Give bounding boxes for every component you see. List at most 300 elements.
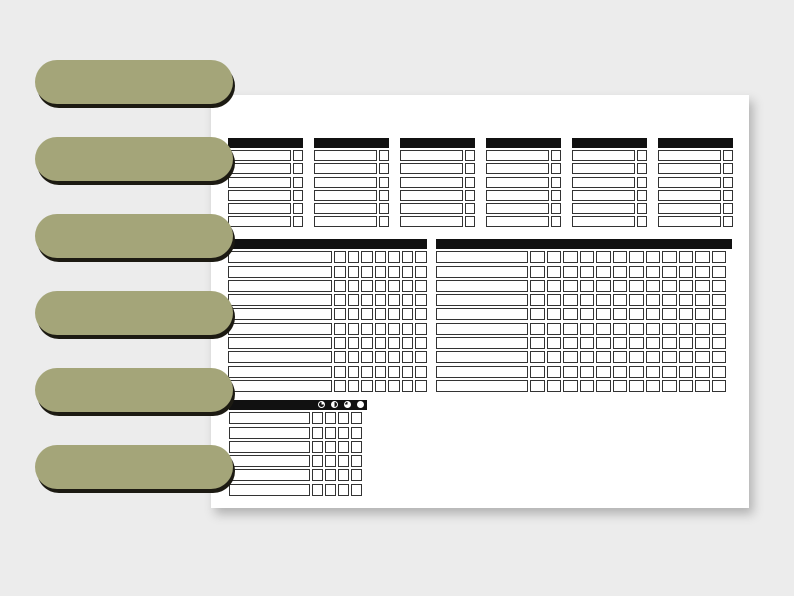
task-field[interactable] bbox=[436, 337, 528, 349]
pill-4[interactable] bbox=[35, 368, 233, 414]
task-field[interactable] bbox=[229, 427, 310, 439]
check-box[interactable] bbox=[695, 351, 710, 363]
task-field[interactable] bbox=[658, 150, 721, 161]
task-checkbox[interactable] bbox=[637, 150, 647, 161]
check-box[interactable] bbox=[580, 308, 595, 320]
check-box[interactable] bbox=[402, 351, 414, 363]
check-box[interactable] bbox=[388, 266, 400, 278]
task-checkbox[interactable] bbox=[293, 163, 303, 174]
check-box[interactable] bbox=[613, 380, 628, 392]
task-field[interactable] bbox=[314, 177, 377, 188]
task-field[interactable] bbox=[436, 308, 528, 320]
check-box[interactable] bbox=[613, 251, 628, 263]
check-box[interactable] bbox=[530, 337, 545, 349]
task-checkbox[interactable] bbox=[379, 177, 389, 188]
check-box[interactable] bbox=[361, 323, 373, 335]
task-field[interactable] bbox=[400, 163, 463, 174]
check-box[interactable] bbox=[334, 351, 346, 363]
task-field[interactable] bbox=[400, 203, 463, 214]
check-box[interactable] bbox=[547, 380, 562, 392]
pill-label[interactable] bbox=[35, 368, 233, 412]
check-box[interactable] bbox=[613, 294, 628, 306]
check-box[interactable] bbox=[563, 380, 578, 392]
task-field[interactable] bbox=[572, 150, 635, 161]
task-checkbox[interactable] bbox=[637, 163, 647, 174]
check-box[interactable] bbox=[563, 280, 578, 292]
task-checkbox[interactable] bbox=[293, 190, 303, 201]
task-checkbox[interactable] bbox=[465, 216, 475, 227]
check-box[interactable] bbox=[695, 323, 710, 335]
check-box[interactable] bbox=[596, 280, 611, 292]
task-checkbox[interactable] bbox=[723, 216, 733, 227]
task-checkbox[interactable] bbox=[723, 177, 733, 188]
check-box[interactable] bbox=[662, 366, 677, 378]
check-box[interactable] bbox=[662, 380, 677, 392]
check-box[interactable] bbox=[388, 280, 400, 292]
check-box[interactable] bbox=[415, 351, 427, 363]
check-box[interactable] bbox=[348, 337, 360, 349]
check-box[interactable] bbox=[547, 266, 562, 278]
check-box[interactable] bbox=[646, 351, 661, 363]
check-box[interactable] bbox=[662, 308, 677, 320]
task-field[interactable] bbox=[486, 216, 549, 227]
task-field[interactable] bbox=[400, 190, 463, 201]
task-checkbox[interactable] bbox=[551, 190, 561, 201]
check-box[interactable] bbox=[662, 294, 677, 306]
task-field[interactable] bbox=[486, 163, 549, 174]
check-box[interactable] bbox=[361, 351, 373, 363]
check-box[interactable] bbox=[695, 251, 710, 263]
check-box[interactable] bbox=[712, 380, 727, 392]
check-box[interactable] bbox=[325, 484, 336, 496]
task-checkbox[interactable] bbox=[637, 216, 647, 227]
task-field[interactable] bbox=[314, 163, 377, 174]
check-box[interactable] bbox=[530, 280, 545, 292]
check-box[interactable] bbox=[712, 251, 727, 263]
check-box[interactable] bbox=[348, 294, 360, 306]
check-box[interactable] bbox=[712, 308, 727, 320]
check-box[interactable] bbox=[351, 441, 362, 453]
check-box[interactable] bbox=[388, 351, 400, 363]
check-box[interactable] bbox=[596, 351, 611, 363]
check-box[interactable] bbox=[629, 308, 644, 320]
task-field[interactable] bbox=[228, 380, 332, 392]
check-box[interactable] bbox=[530, 366, 545, 378]
check-box[interactable] bbox=[338, 412, 349, 424]
task-field[interactable] bbox=[436, 280, 528, 292]
check-box[interactable] bbox=[695, 266, 710, 278]
check-box[interactable] bbox=[580, 251, 595, 263]
task-checkbox[interactable] bbox=[379, 203, 389, 214]
pill-0[interactable] bbox=[35, 60, 233, 106]
check-box[interactable] bbox=[646, 308, 661, 320]
check-box[interactable] bbox=[351, 455, 362, 467]
check-box[interactable] bbox=[348, 251, 360, 263]
task-field[interactable] bbox=[314, 203, 377, 214]
check-box[interactable] bbox=[375, 351, 387, 363]
check-box[interactable] bbox=[596, 366, 611, 378]
task-checkbox[interactable] bbox=[465, 177, 475, 188]
check-box[interactable] bbox=[629, 323, 644, 335]
task-field[interactable] bbox=[658, 203, 721, 214]
task-field[interactable] bbox=[229, 455, 310, 467]
check-box[interactable] bbox=[712, 366, 727, 378]
task-field[interactable] bbox=[572, 177, 635, 188]
check-box[interactable] bbox=[402, 308, 414, 320]
task-field[interactable] bbox=[658, 163, 721, 174]
check-box[interactable] bbox=[580, 280, 595, 292]
check-box[interactable] bbox=[679, 308, 694, 320]
check-box[interactable] bbox=[613, 280, 628, 292]
task-field[interactable] bbox=[658, 190, 721, 201]
check-box[interactable] bbox=[679, 280, 694, 292]
task-field[interactable] bbox=[229, 441, 310, 453]
task-checkbox[interactable] bbox=[551, 203, 561, 214]
task-checkbox[interactable] bbox=[379, 150, 389, 161]
check-box[interactable] bbox=[712, 351, 727, 363]
check-box[interactable] bbox=[712, 294, 727, 306]
check-box[interactable] bbox=[596, 337, 611, 349]
check-box[interactable] bbox=[312, 427, 323, 439]
check-box[interactable] bbox=[338, 441, 349, 453]
task-field[interactable] bbox=[228, 266, 332, 278]
check-box[interactable] bbox=[375, 323, 387, 335]
check-box[interactable] bbox=[348, 266, 360, 278]
task-field[interactable] bbox=[572, 203, 635, 214]
check-box[interactable] bbox=[596, 380, 611, 392]
task-field[interactable] bbox=[436, 351, 528, 363]
check-box[interactable] bbox=[695, 337, 710, 349]
task-field[interactable] bbox=[314, 190, 377, 201]
check-box[interactable] bbox=[646, 366, 661, 378]
check-box[interactable] bbox=[613, 366, 628, 378]
check-box[interactable] bbox=[402, 294, 414, 306]
check-box[interactable] bbox=[712, 280, 727, 292]
check-box[interactable] bbox=[646, 251, 661, 263]
task-field[interactable] bbox=[228, 323, 332, 335]
check-box[interactable] bbox=[402, 337, 414, 349]
check-box[interactable] bbox=[530, 294, 545, 306]
task-checkbox[interactable] bbox=[723, 190, 733, 201]
check-box[interactable] bbox=[662, 323, 677, 335]
task-field[interactable] bbox=[486, 177, 549, 188]
check-box[interactable] bbox=[646, 266, 661, 278]
check-box[interactable] bbox=[596, 308, 611, 320]
check-box[interactable] bbox=[375, 294, 387, 306]
task-field[interactable] bbox=[436, 251, 528, 263]
check-box[interactable] bbox=[679, 351, 694, 363]
pill-label[interactable] bbox=[35, 214, 233, 258]
check-box[interactable] bbox=[580, 351, 595, 363]
task-checkbox[interactable] bbox=[637, 190, 647, 201]
check-box[interactable] bbox=[361, 280, 373, 292]
check-box[interactable] bbox=[325, 441, 336, 453]
task-field[interactable] bbox=[314, 150, 377, 161]
check-box[interactable] bbox=[662, 266, 677, 278]
check-box[interactable] bbox=[629, 294, 644, 306]
task-field[interactable] bbox=[658, 216, 721, 227]
check-box[interactable] bbox=[530, 251, 545, 263]
pill-5[interactable] bbox=[35, 445, 233, 491]
check-box[interactable] bbox=[563, 266, 578, 278]
check-box[interactable] bbox=[695, 294, 710, 306]
task-field[interactable] bbox=[572, 216, 635, 227]
check-box[interactable] bbox=[629, 380, 644, 392]
check-box[interactable] bbox=[613, 266, 628, 278]
task-checkbox[interactable] bbox=[379, 190, 389, 201]
task-field[interactable] bbox=[400, 216, 463, 227]
check-box[interactable] bbox=[415, 266, 427, 278]
check-box[interactable] bbox=[388, 294, 400, 306]
task-checkbox[interactable] bbox=[723, 203, 733, 214]
check-box[interactable] bbox=[662, 337, 677, 349]
task-field[interactable] bbox=[436, 266, 528, 278]
check-box[interactable] bbox=[547, 366, 562, 378]
check-box[interactable] bbox=[338, 427, 349, 439]
check-box[interactable] bbox=[563, 294, 578, 306]
check-box[interactable] bbox=[662, 251, 677, 263]
check-box[interactable] bbox=[629, 337, 644, 349]
task-field[interactable] bbox=[228, 366, 332, 378]
check-box[interactable] bbox=[402, 280, 414, 292]
check-box[interactable] bbox=[338, 469, 349, 481]
check-box[interactable] bbox=[695, 280, 710, 292]
task-checkbox[interactable] bbox=[293, 150, 303, 161]
check-box[interactable] bbox=[679, 294, 694, 306]
check-box[interactable] bbox=[334, 337, 346, 349]
check-box[interactable] bbox=[325, 412, 336, 424]
check-box[interactable] bbox=[580, 337, 595, 349]
check-box[interactable] bbox=[646, 294, 661, 306]
task-field[interactable] bbox=[486, 150, 549, 161]
check-box[interactable] bbox=[361, 294, 373, 306]
task-checkbox[interactable] bbox=[551, 150, 561, 161]
check-box[interactable] bbox=[580, 266, 595, 278]
task-checkbox[interactable] bbox=[723, 150, 733, 161]
check-box[interactable] bbox=[629, 266, 644, 278]
pill-1[interactable] bbox=[35, 137, 233, 183]
task-field[interactable] bbox=[228, 203, 291, 214]
check-box[interactable] bbox=[662, 351, 677, 363]
task-checkbox[interactable] bbox=[637, 177, 647, 188]
check-box[interactable] bbox=[351, 484, 362, 496]
pill-label[interactable] bbox=[35, 445, 233, 489]
check-box[interactable] bbox=[613, 351, 628, 363]
task-checkbox[interactable] bbox=[379, 163, 389, 174]
task-field[interactable] bbox=[658, 177, 721, 188]
check-box[interactable] bbox=[695, 308, 710, 320]
check-box[interactable] bbox=[325, 455, 336, 467]
check-box[interactable] bbox=[580, 380, 595, 392]
task-checkbox[interactable] bbox=[551, 216, 561, 227]
check-box[interactable] bbox=[530, 308, 545, 320]
check-box[interactable] bbox=[415, 366, 427, 378]
check-box[interactable] bbox=[613, 308, 628, 320]
check-box[interactable] bbox=[415, 280, 427, 292]
task-field[interactable] bbox=[229, 469, 310, 481]
task-field[interactable] bbox=[486, 203, 549, 214]
check-box[interactable] bbox=[351, 469, 362, 481]
check-box[interactable] bbox=[629, 280, 644, 292]
check-box[interactable] bbox=[325, 469, 336, 481]
check-box[interactable] bbox=[580, 294, 595, 306]
pill-label[interactable] bbox=[35, 291, 233, 335]
task-field[interactable] bbox=[228, 177, 291, 188]
check-box[interactable] bbox=[388, 308, 400, 320]
task-field[interactable] bbox=[228, 216, 291, 227]
check-box[interactable] bbox=[415, 337, 427, 349]
check-box[interactable] bbox=[338, 484, 349, 496]
check-box[interactable] bbox=[712, 266, 727, 278]
pill-2[interactable] bbox=[35, 214, 233, 260]
check-box[interactable] bbox=[312, 484, 323, 496]
check-box[interactable] bbox=[375, 251, 387, 263]
check-box[interactable] bbox=[334, 308, 346, 320]
check-box[interactable] bbox=[361, 337, 373, 349]
check-box[interactable] bbox=[646, 323, 661, 335]
check-box[interactable] bbox=[415, 294, 427, 306]
check-box[interactable] bbox=[334, 380, 346, 392]
check-box[interactable] bbox=[712, 337, 727, 349]
task-checkbox[interactable] bbox=[293, 203, 303, 214]
check-box[interactable] bbox=[530, 351, 545, 363]
task-field[interactable] bbox=[314, 216, 377, 227]
check-box[interactable] bbox=[679, 337, 694, 349]
check-box[interactable] bbox=[334, 366, 346, 378]
pill-label[interactable] bbox=[35, 137, 233, 181]
check-box[interactable] bbox=[662, 280, 677, 292]
check-box[interactable] bbox=[361, 251, 373, 263]
task-checkbox[interactable] bbox=[465, 203, 475, 214]
check-box[interactable] bbox=[388, 366, 400, 378]
check-box[interactable] bbox=[613, 323, 628, 335]
check-box[interactable] bbox=[596, 266, 611, 278]
task-field[interactable] bbox=[572, 190, 635, 201]
check-box[interactable] bbox=[563, 308, 578, 320]
check-box[interactable] bbox=[530, 380, 545, 392]
check-box[interactable] bbox=[334, 251, 346, 263]
check-box[interactable] bbox=[613, 337, 628, 349]
check-box[interactable] bbox=[415, 308, 427, 320]
check-box[interactable] bbox=[547, 280, 562, 292]
check-box[interactable] bbox=[563, 323, 578, 335]
check-box[interactable] bbox=[375, 280, 387, 292]
check-box[interactable] bbox=[375, 308, 387, 320]
check-box[interactable] bbox=[596, 294, 611, 306]
check-box[interactable] bbox=[547, 251, 562, 263]
task-field[interactable] bbox=[436, 323, 528, 335]
check-box[interactable] bbox=[712, 323, 727, 335]
pill-3[interactable] bbox=[35, 291, 233, 337]
task-field[interactable] bbox=[229, 484, 310, 496]
task-field[interactable] bbox=[228, 337, 332, 349]
check-box[interactable] bbox=[375, 337, 387, 349]
check-box[interactable] bbox=[646, 380, 661, 392]
check-box[interactable] bbox=[334, 294, 346, 306]
task-field[interactable] bbox=[486, 190, 549, 201]
check-box[interactable] bbox=[563, 337, 578, 349]
check-box[interactable] bbox=[361, 308, 373, 320]
check-box[interactable] bbox=[361, 380, 373, 392]
check-box[interactable] bbox=[348, 308, 360, 320]
check-box[interactable] bbox=[388, 251, 400, 263]
check-box[interactable] bbox=[361, 266, 373, 278]
task-field[interactable] bbox=[228, 251, 332, 263]
check-box[interactable] bbox=[402, 323, 414, 335]
check-box[interactable] bbox=[312, 412, 323, 424]
check-box[interactable] bbox=[402, 266, 414, 278]
check-box[interactable] bbox=[547, 294, 562, 306]
check-box[interactable] bbox=[629, 366, 644, 378]
check-box[interactable] bbox=[629, 351, 644, 363]
check-box[interactable] bbox=[547, 351, 562, 363]
check-box[interactable] bbox=[361, 366, 373, 378]
check-box[interactable] bbox=[415, 323, 427, 335]
check-box[interactable] bbox=[375, 266, 387, 278]
task-field[interactable] bbox=[228, 150, 291, 161]
task-checkbox[interactable] bbox=[293, 216, 303, 227]
task-field[interactable] bbox=[436, 366, 528, 378]
task-checkbox[interactable] bbox=[723, 163, 733, 174]
check-box[interactable] bbox=[695, 366, 710, 378]
check-box[interactable] bbox=[348, 351, 360, 363]
check-box[interactable] bbox=[679, 266, 694, 278]
check-box[interactable] bbox=[679, 251, 694, 263]
check-box[interactable] bbox=[646, 280, 661, 292]
task-field[interactable] bbox=[436, 380, 528, 392]
check-box[interactable] bbox=[547, 308, 562, 320]
task-field[interactable] bbox=[228, 294, 332, 306]
task-field[interactable] bbox=[228, 308, 332, 320]
check-box[interactable] bbox=[530, 266, 545, 278]
check-box[interactable] bbox=[646, 337, 661, 349]
check-box[interactable] bbox=[348, 323, 360, 335]
task-checkbox[interactable] bbox=[551, 163, 561, 174]
check-box[interactable] bbox=[375, 380, 387, 392]
check-box[interactable] bbox=[547, 323, 562, 335]
task-checkbox[interactable] bbox=[465, 190, 475, 201]
check-box[interactable] bbox=[388, 323, 400, 335]
check-box[interactable] bbox=[629, 251, 644, 263]
check-box[interactable] bbox=[312, 469, 323, 481]
check-box[interactable] bbox=[679, 380, 694, 392]
check-box[interactable] bbox=[388, 337, 400, 349]
task-checkbox[interactable] bbox=[551, 177, 561, 188]
task-checkbox[interactable] bbox=[465, 150, 475, 161]
check-box[interactable] bbox=[679, 366, 694, 378]
task-field[interactable] bbox=[229, 412, 310, 424]
check-box[interactable] bbox=[563, 351, 578, 363]
task-checkbox[interactable] bbox=[465, 163, 475, 174]
task-field[interactable] bbox=[228, 163, 291, 174]
check-box[interactable] bbox=[334, 266, 346, 278]
check-box[interactable] bbox=[402, 366, 414, 378]
check-box[interactable] bbox=[351, 427, 362, 439]
check-box[interactable] bbox=[563, 251, 578, 263]
check-box[interactable] bbox=[334, 280, 346, 292]
task-field[interactable] bbox=[400, 150, 463, 161]
check-box[interactable] bbox=[348, 366, 360, 378]
task-field[interactable] bbox=[228, 280, 332, 292]
check-box[interactable] bbox=[312, 455, 323, 467]
check-box[interactable] bbox=[348, 280, 360, 292]
check-box[interactable] bbox=[312, 441, 323, 453]
check-box[interactable] bbox=[596, 323, 611, 335]
task-field[interactable] bbox=[228, 351, 332, 363]
check-box[interactable] bbox=[415, 380, 427, 392]
check-box[interactable] bbox=[679, 323, 694, 335]
task-field[interactable] bbox=[228, 190, 291, 201]
